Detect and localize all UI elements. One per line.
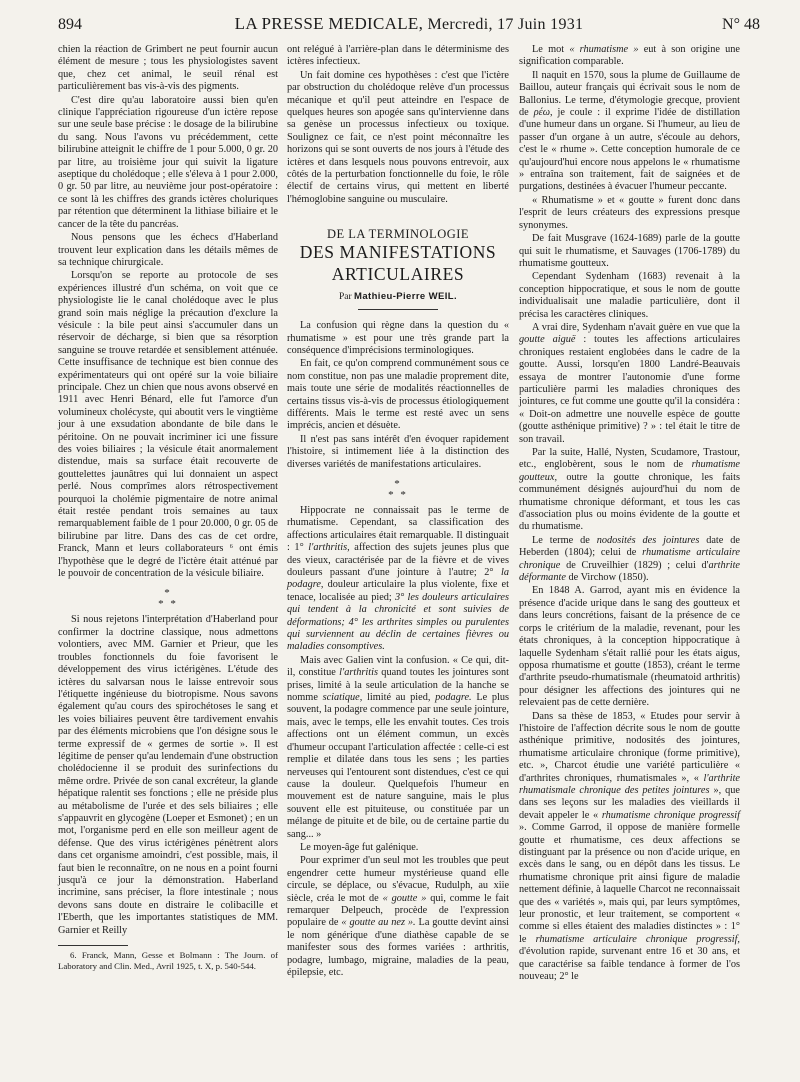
paragraph: Cependant Sydenham (1683) revenait à la conception hippocratique, et sous le nom de goutte individualisait une maladie particulière, dont il précisa les caractères cliniques.: [519, 271, 740, 320]
section-separator: * * *: [158, 587, 178, 611]
footnote-rule: [58, 945, 128, 946]
article-title-line3: ARTICULAIRES: [331, 263, 465, 284]
byline-prefix: Par: [338, 291, 352, 302]
column-right: [519, 44, 740, 984]
paragraph: Par la suite, Hallé, Nysten, Scudamore, Trastour, etc., englobèrent, sous le nom de rhumatisme goutteux, outre la goutte chronique, les faits communément désignés aujourd'hui du nom de rhumatisme chronique déformant, et tous les cas d'association plus ou moins évidente de la goutte et du rhumatisme.: [519, 447, 741, 533]
paragraph: Le moyen-âge fut galénique.: [300, 841, 419, 853]
author-name: Mathieu-Pierre WEIL.: [354, 290, 458, 302]
paragraph: ont relégué à l'arrière-plan dans le déterminisme des ictères infectieux.: [287, 44, 509, 68]
page-number: 894: [58, 16, 82, 33]
paragraph: Dans sa thèse de 1853, « Etudes pour servir à l'histoire de l'affection décrite sous le nom de goutte asthénique primitive, nodosités des jointures, rhumatisme articulaire chronique (forme primitive), etc. », Charcot étudie une variété particulière « d'arthrites chroniques, rhumatismales », « l'arthrite rhumatismale chronique des petites jointures », que dans ses leçons sur les maladies des vieillards il devait appeler le « rhumatisme chronique progressif ». Comme Garrod, il oppose de manière formelle goutte et rhumatisme, ces deux affections se distinguant par la présence ou non d'acide urique, en excès dans le sang, ou en dépôt dans les tissus. Le rhumatisme chronique prit ainsi figure de maladie nettement définie, à laquelle Charcot ne reconnaissait que des « variétés », mais qui, par leurs symptômes, leur pronostic, et leur traitement, se comportent « comme si elles étaient des maladies distinctes » : 1° le rhumatisme articulaire chronique progressif, d'évolution rapide, survenant entre 16 et 30 ans, et que caractérise sa faible tendance à former de l'os nouveau; 2° le: [519, 710, 741, 983]
issue-number: N° 48: [722, 16, 760, 33]
paragraph: Mais avec Galien vint la confusion. « Ce qui, dit-il, constitue l'arthritis quand toutes les jointures sont prises, limité à la seule articulation de la hanche se nomme sciatique, limité au pied, podagre. Le plus souvent, la podagre commence par une seule jointure, mais, avec le temps, elle les envahit toutes. Ces trois affections ont un élément commun, un excès d'humeur occupant l'articulation affectée : celle-ci est remplie et dilatée dans tous les sens ; les parties nerveuses qui l'entourent sont distendues, c'est ce qui cause la douleur. Quelquefois l'humeur en mouvement est de nature sanguine, mais le plus souvent elle est pituiteuse, ou constituée par un mélange de pituite et de bile, ou de certaine partie du sang... »: [287, 654, 510, 840]
paragraph: chien la réaction de Grimbert ne peut fournir aucun élément de mesure ; tous les physiologistes savent que, chez cet animal, le seuil rénal est particulièrement bas vis-à-vis des pigments.: [58, 44, 278, 93]
journal-title: LA PRESSE MEDICALE,: [234, 14, 424, 33]
article-title-line2: DES MANIFESTATIONS: [299, 241, 497, 262]
footnote: 6. Franck, Mann, Gesse et Bolmann : The Journ. of Laboratory and Clin. Med., Avril 1925, t. X, p. 540-544.: [58, 950, 278, 971]
paragraph: La confusion qui règne dans la question du « rhumatisme » est pour une très grande part la conséquence d'imprécisions terminologiques.: [287, 320, 509, 356]
byline: [287, 291, 509, 303]
paragraph: Le terme de nodosités des jointures date de Heberden (1804); celui de rhumatisme articulaire chronique de Cruveilhier (1829) ; celui d'arthrite déformante de Virchow (1850).: [519, 534, 740, 584]
paragraph: C'est dire qu'au laboratoire aussi bien qu'en clinique l'appréciation rigoureuse d'un ictère repose sur une seule base précise : le dosage de la bilirubine du sang. Nous l'avons vu précédemment, cette bilirubine atteignit le chiffre de 1 pour 5.000, 0 gr. 20 par litre, au troisième jour qui suivit la ligature aseptique du cholédoque ; elle s'éleva à 1 pour 2.000, 0 gr. 50 par litre, au neuvième jour post-opératoire : ce sont là les chiffres des grands ictères choluriques par rétention que déterminent la lithiase biliaire et le cancer de la tête du pancréas.: [58, 94, 278, 230]
paragraph: Si nous rejetons l'interprétation d'Haberland pour confirmer la doctrine classique, nous admettons volontiers, avec MM. Garnier et Prieur, que les troubles fonctionnels du foie favorisent le développement des virus ictérigènes. L'étude des ictères du salvarsan nous le laisse entrevoir sous l'étiquette ingénieuse du biotropisme. Nous savons également qu'au cours des spirochétoses le sang et les voies biliaires peuvent être tardivement envahis par des éléments microbiens que l'on désigne sous le terme expressif de « germes de sortie ». Il est légitime de penser qu'au lendemain d'une obstruction cholédocienne il se produit des surinfections du même ordre. Privée de son canal excréteur, la glande hépatique ralentit ses fonctions ; elle ne préside plus au métabolisme de l'urée et des sels biliaires ; elle s'appauvrit en glycogène (Loeper et Esmonet) ; en un mot, l'organisme perd en elle son meilleur agent de défense. Que des virus ictérigènes pénètrent alors dans cet organisme amoindri, c'est possible, mais, il faut bien le reconnaître, on ne nous en a point fourni jusqu'à ce jour la démonstration. Haberland incrimine, sans préciser, la flore intestinale ; nous devons sans doute en distraire le colibacille et l'Eberth, que les importantes statistiques de MM. Garnier et Reilly: [58, 614, 278, 936]
paragraph: A vrai dire, Sydenham n'avait guère en vue que la goutte aiguë : toutes les affections articulaires chroniques restaient englobées dans le cadre de la goutte. Aussi, lorsqu'en 1800 Landré-Beauvais essaya de montrer l'autonomie d'une forme particulière parmi les maladies chroniques des jointures, ce fut comme une goutte qu'il la considéra : « Doit-on admettre une nouvelle espèce de goutte (goutte asthénique primitive) ? » : tel était le titre de son travail.: [519, 321, 740, 445]
column-left: [58, 44, 278, 973]
article-title-line1: DE LA TERMINOLOGIE: [326, 227, 470, 242]
column-middle: [287, 44, 509, 980]
paragraph: Il n'est pas sans intérêt d'en évoquer rapidement l'histoire, si intimement liée à la distinction des diverses variétés de manifestations articulaires.: [287, 433, 509, 470]
paragraph: Pour exprimer d'un seul mot les troubles que peut engendrer cette humeur mystérieuse quand elle circule, se déplace, ou s'évacue, Rudulph, au xiie siècle, créa le mot de « goutte » qui, comme le fait remarquer Delpeuch, procède de l'expression populaire de « goutte au nez ». La goutte devint ainsi le nom générique d'une diathèse capable de se manifester sous des formes variées : arthritis, podagre, lumbago, migraine, maladies de la peau, épilepsie, etc.: [287, 855, 510, 978]
paragraph: Nous pensons que les échecs d'Haberland trouvent leur explication dans les détails mêmes de sa technique chirurgicale.: [58, 232, 278, 268]
paragraph: En fait, ce qu'on comprend communément sous ce nom constitue, non pas une maladie proprement dite, mais toute une série de modalités réactionnelles de certains tissus vis-à-vis de processus étiologiquement différents. Mais le terme est resté avec un sens imprécis, ancien et désuète.: [287, 358, 509, 432]
paragraph: En 1848 A. Garrod, ayant mis en évidence la présence d'acide urique dans le sang des goutteux et dans leurs concrétions, faisant de la présence de ce corps le critérium de la maladie, revenant, pour les états chroniques, à la conception hippocratique à laquelle Sydenham s'était rallié pour les états aigus, opposa rhumatisme et goutte (1853), créant le terme d'arthrite pseudo-rhumatismale (rheumatoid arthritis) pour désigner les affections des jointures qui ne relevaient pas de cette dernière.: [519, 585, 740, 709]
paragraph: Lorsqu'on se reporte au protocole de ses expériences illustré d'un schéma, on voit que ce physiologiste lie le canal cholédoque avec le plus grand soin mais néglige la précaution d'exclure la vésicule : la bile peut ainsi s'accumuler dans un réservoir de décharge, si bien que sa résorption sanguine se trouve retardée et sensiblement atténuée. Cette insuffisance de technique est bien connue des expérimentateurs qui ont opéré sur la voie biliaire principale. Chez un chien que nous avons observé en 1911 avec Henri Bénard, elle fut l'amorce d'un volumineux cholécyste, qui aboutit vers le vingtième jour à une exsudation abondante de bile dans le péritoine. On ne pouvait incriminer ici une fissure des voies biliaires ; la vésicule était anormalement distendue, mais sa surface était recouverte de gouttelettes jaunâtres qui lui donnaient un aspect perlé. Nous comprîmes alors rétrospectivement pourquoi la cholémie pigmentaire de notre animal était restée pendant trois semaines au taux remarquablement faible de 1 pour 20.000, 0 gr. 05 de bilirubine par litre. Dans des cas de cet ordre, Franck, Mann et leurs collaborateurs ⁶ ont émis l'hypothèse que le degré de l'ictère était atténué par le pouvoir de concentration de la vésicule biliaire.: [58, 270, 278, 580]
section-separator: * * *: [388, 477, 408, 501]
paragraph: Hippocrate ne connaissait pas le terme de rhumatisme. Cependant, sa classification des affections articulaires était remarquable. Il distinguait : 1° l'arthritis, affection des sujets jeunes plus que des vieux, caractérisée par de la fièvre et de vives douleurs passant d'une jointure à l'autre; 2° la podagre, douleur articulaire la plus violente, fixe et tenace, localisée au pied; 3° les douleurs articulaires qui tendent à la chronicité et sont suivies de déformations; 4° les arthrites simples ou purulentes qui surviennent au déclin de certaines fièvres ou maladies consomptives.: [287, 504, 510, 653]
article-heading: [287, 228, 509, 310]
issue-date: Mercredi, 17 Juin 1931: [427, 16, 584, 33]
paragraph: « Rhumatisme » et « goutte » furent donc dans l'esprit de leurs créateurs des expressions presque synonymes.: [519, 194, 740, 231]
running-title: [118, 14, 700, 34]
paragraph: Un fait domine ces hypothèses : c'est que l'ictère par obstruction du cholédoque relève d'un processus mécanique et qu'il peut atteindre en l'espace de quelques heures son apogée sans qu'intervienne dans sa genèse un processus infectieux ou toxique. Soulignez ce fait, ce n'est point méconnaître les horizons qui se sont ouverts de nos jours à l'étude des ictères et dans lesquels nous pouvons entrevoir, aux côtés de la perturbation fonctionnelle du foie, le rôle électif de certains virus, qui mettent en liberté l'hémoglobine sanguine ou musculaire.: [287, 69, 509, 205]
paragraph: Il naquit en 1570, sous la plume de Guillaume de Baillou, auteur français qui écrivait sous le nom de Ballonius. Le terme, d'étymologie grecque, provient de ρέω, je coule : il exprime l'idée de distillation d'une humeur dans un organe. Si l'humeur, au lieu de passer d'un organe à un autre, s'écoule au dehors, c'est le « rhume ». Cette conception humorale de ce qu'aujourd'hui encore nous appelons le « rhumatisme » entraîna son traitement, fait de saignées et de purgations, destinées à évacuer l'humeur peccante.: [519, 69, 740, 193]
paragraph: Le mot « rhumatisme » eut à son origine une signification comparable.: [519, 44, 741, 68]
heading-rule: [358, 309, 438, 310]
page-header: [58, 14, 760, 36]
paragraph: De fait Musgrave (1624-1689) parle de la goutte qui suit le rhumatisme, et Sauvages (1706-1789) du rhumatisme goutteux.: [519, 233, 740, 269]
